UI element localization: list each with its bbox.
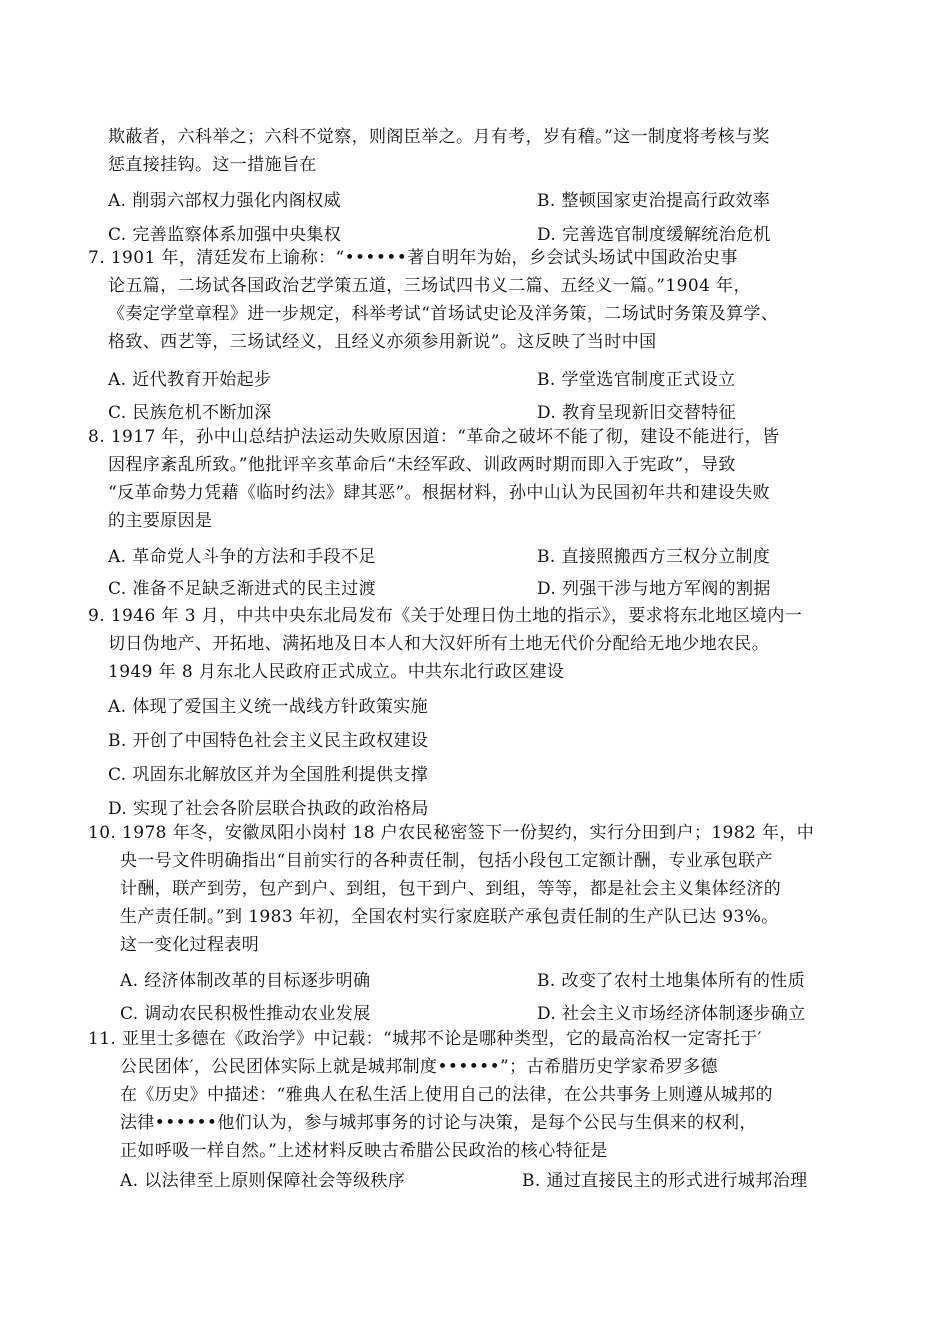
q8-stem-line-3: “反革命势力凭藉《临时约法》肆其恶”。根据材料，孙中山认为民国初年共和建设失败 (108, 483, 770, 503)
q6-option-d: D. 完善选官制度缓解统治危机 (537, 225, 771, 245)
q7-stem-line-3: 《奏定学堂章程》进一步规定，科举考试“首场试史论及洋务策，二场试时务策及算学、 (108, 304, 779, 324)
q9-option-a: A. 体现了爱国主义统一战线方针政策实施 (108, 697, 429, 717)
q8-option-d: D. 列强干涉与地方军阀的割据 (537, 579, 771, 599)
q11-stem-line-1: 11. 亚里士多德在《政治学》中记载：“城邦不论是哪种类型，它的最高治权一定寄托于′ (88, 1029, 762, 1049)
q6-option-c: C. 完善监察体系加强中央集权 (108, 225, 342, 245)
q10-option-c: C. 调动农民积极性推动农业发展 (120, 1004, 371, 1024)
q10-stem-line-2: 央一号文件明确指出“目前实行的各种责任制，包括小段包工定额计酬，专业承包联产 (120, 851, 773, 871)
q7-option-d: D. 教育呈现新旧交替特征 (537, 403, 737, 423)
q9-option-d: D. 实现了社会各阶层联合执政的政治格局 (108, 799, 429, 819)
q8-option-c: C. 准备不足缺乏渐进式的民主过渡 (108, 579, 377, 599)
q11-stem-line-5: 正如呼吸一样自然。”上述材料反映古希腊公民政治的核心特征是 (120, 1141, 608, 1161)
q8-stem-line-2: 因程序紊乱所致。”他批评辛亥革命后“未经军政、训政两时期而即入于宪政”，导致 (108, 455, 736, 475)
q6-option-a: A. 削弱六部权力强化内阁权威 (108, 191, 342, 211)
q10-stem-line-5: 这一变化过程表明 (120, 935, 260, 955)
q7-option-a: A. 近代教育开始起步 (108, 370, 272, 390)
q11-stem-line-4: 法律••••••他们认为，参与城邦事务的讨论与决策，是每个公民与生俱来的权利， (120, 1113, 757, 1133)
q8-option-a: A. 革命党人斗争的方法和手段不足 (108, 547, 376, 567)
q10-option-d: D. 社会主义市场经济体制逐步确立 (537, 1004, 806, 1024)
q9-stem-line-1: 9. 1946 年 3 月，中共中央东北局发布《关于处理日伪土地的指示》，要求将东北地区境内一 (88, 606, 803, 626)
q11-stem-line-2: 公民团体′，公民团体实际上就是城邦制度••••••”；古希腊历史学家希罗多德 (120, 1057, 718, 1077)
q8-stem-line-1: 8. 1917 年，孙中山总结护法运动失败原因道：“革命之破坏不能了彻，建设不能进行，皆 (88, 427, 780, 447)
q11-stem-line-3: 在《历史》中描述：“雅典人在私生活上使用自己的法律，在公共事务上则遵从城邦的 (120, 1085, 773, 1105)
q7-option-c: C. 民族危机不断加深 (108, 403, 272, 423)
q7-stem-line-1: 7. 1901 年，清廷发布上谕称：“••••••著自明年为始，乡会试头场试中国政治史事 (88, 248, 738, 268)
q11-option-a: A. 以法律至上原则保障社会等级秩序 (120, 1171, 406, 1191)
q7-stem-line-2: 论五篇，二场试各国政治艺学策五道，三场试四书义二篇、五经义一篇。”1904 年， (108, 276, 751, 296)
q9-option-c: C. 巩固东北解放区并为全国胜利提供支撑 (108, 765, 429, 785)
q6-option-b: B. 整顿国家吏治提高行政效率 (537, 191, 771, 211)
q7-option-b: B. 学堂选官制度正式设立 (537, 370, 736, 390)
q7-stem-line-4: 格致、西艺等，三场试经义，且经义亦须参用新说”。这反映了当时中国 (108, 332, 657, 352)
q9-stem-line-2: 切日伪地产、开拓地、满拓地及日本人和大汉奸所有土地无代价分配给无地少地农民。 (108, 634, 770, 654)
q9-option-b: B. 开创了中国特色社会主义民主政权建设 (108, 731, 429, 751)
q10-stem-line-3: 计酬，联产到劳，包产到户、到组，包干到户、到组，等等，都是社会主义集体经济的 (120, 879, 782, 899)
q10-option-a: A. 经济体制改革的目标逐步明确 (120, 971, 371, 991)
q11-option-b: B. 通过直接民主的形式进行城邦治理 (522, 1171, 808, 1191)
q6-stem-line-2: 惩直接挂钩。这一措施旨在 (108, 155, 317, 175)
q10-stem-line-1: 10. 1978 年冬，安徽凤阳小岗村 18 户农民秘密签下一份契约，实行分田到户；1982 年，中 (88, 823, 815, 843)
q6-stem-line-1: 欺蔽者，六科举之；六科不觉察，则阁臣举之。月有考，岁有稽。”这一制度将考核与奖 (108, 127, 770, 147)
q8-option-b: B. 直接照搬西方三权分立制度 (537, 547, 771, 567)
q9-stem-line-3: 1949 年 8 月东北人民政府正式成立。中共东北行政区建设 (108, 662, 565, 682)
q10-option-b: B. 改变了农村土地集体所有的性质 (537, 971, 806, 991)
q10-stem-line-4: 生产责任制。”到 1983 年初，全国农村实行家庭联产承包责任制的生产队已达 93%。 (120, 907, 779, 927)
q8-stem-line-4: 的主要原因是 (108, 511, 213, 531)
